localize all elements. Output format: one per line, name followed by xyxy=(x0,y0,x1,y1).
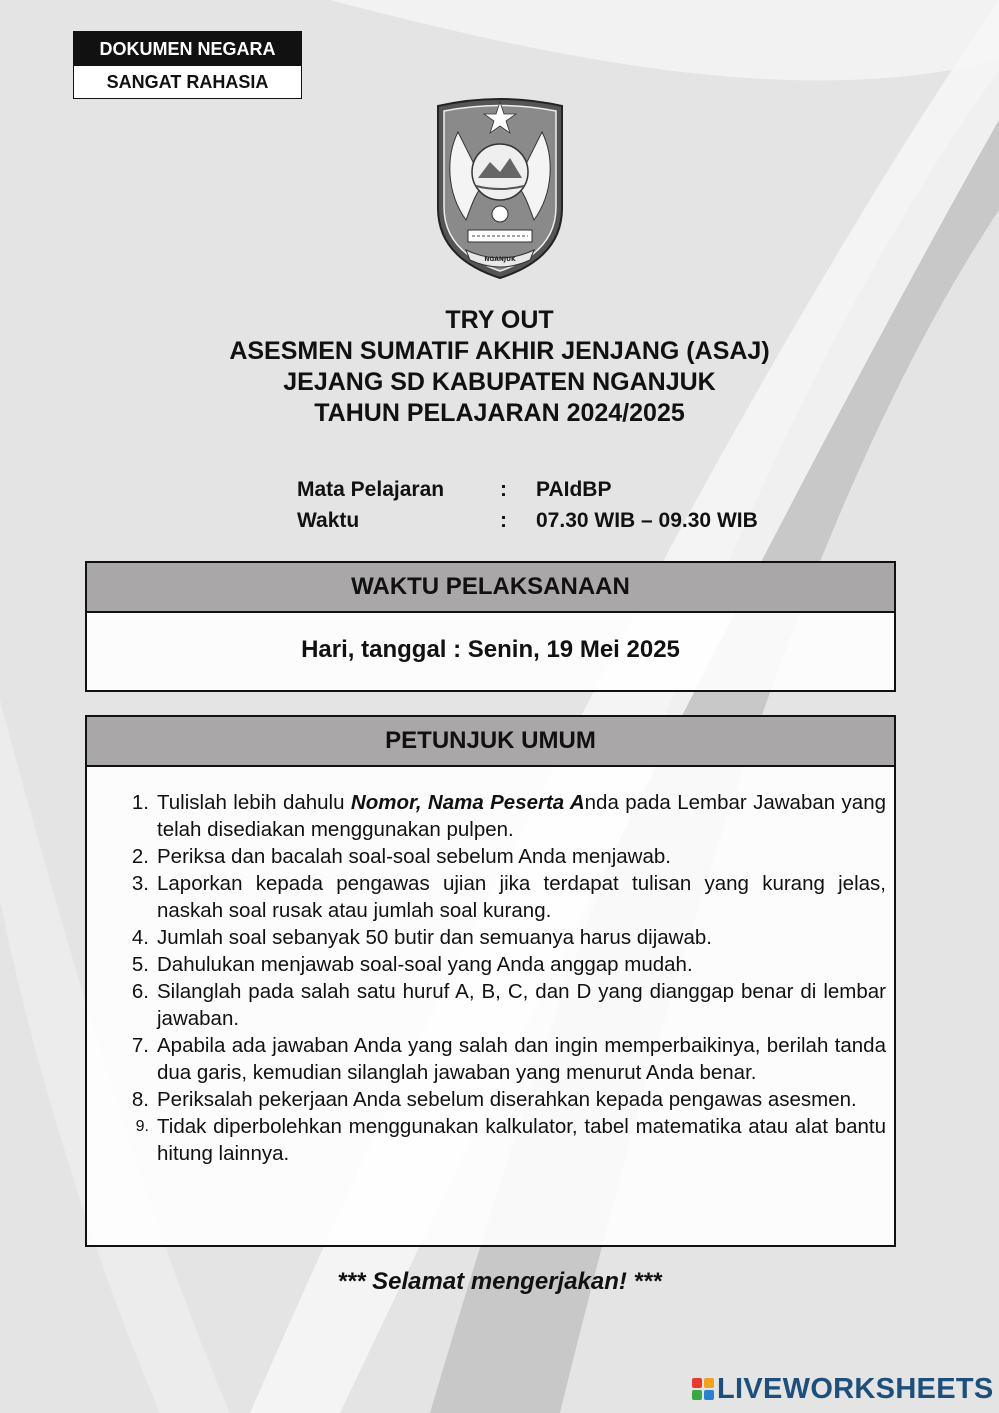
instruction-number: 7. xyxy=(131,1034,149,1057)
instruction-text: Periksalah pekerjaan Anda sebelum diserahkan kepada pengawas asesmen. xyxy=(157,1088,857,1111)
emblem-ribbon-text: NGANJUK xyxy=(484,256,516,263)
title-line-1: TRY OUT xyxy=(445,306,554,334)
closing-message: *** Selamat mengerjakan! *** xyxy=(337,1268,662,1295)
exam-title xyxy=(0,305,999,429)
instruction-number: 4. xyxy=(131,926,149,949)
instruction-item xyxy=(87,789,886,843)
meta-row-time xyxy=(297,505,758,536)
stamp-line-1: DOKUMEN NEGARA xyxy=(74,32,301,66)
instruction-text: Periksa dan bacalah soal-soal sebelum Anda menjawab. xyxy=(157,845,671,868)
time-label: Waktu xyxy=(297,509,360,532)
logo-tile xyxy=(692,1390,702,1400)
title-line-4: TAHUN PELAJARAN 2024/2025 xyxy=(314,399,685,427)
stamp-line-2: SANGAT RAHASIA xyxy=(106,72,269,92)
subject-separator: : xyxy=(500,478,507,501)
instruction-text: Tidak diperbolehkan menggunakan kalkulator, tabel matematika atau alat bantu hitung lainnya. xyxy=(157,1115,886,1165)
instructions-heading: PETUNJUK UMUM xyxy=(87,717,894,767)
instruction-number: 1. xyxy=(131,791,149,814)
instruction-text: Dahulukan menjawab soal-soal yang Anda anggap mudah. xyxy=(157,953,693,976)
liveworksheets-watermark xyxy=(692,1372,994,1406)
instruction-number: 5. xyxy=(131,953,149,976)
instruction-number: 9. xyxy=(135,1118,149,1135)
instruction-text: Laporkan kepada pengawas ujian jika terdapat tulisan yang kurang jelas, naskah soal rusak atau jumlah soal kurang. xyxy=(157,872,886,922)
instruction-item xyxy=(87,924,886,951)
instruction-text: Silanglah pada salah satu huruf A, B, C, dan D yang dianggap benar di lembar jawaban. xyxy=(157,980,886,1030)
liveworksheets-wordmark: LIVEWORKSHEETS xyxy=(717,1372,994,1405)
schedule-box xyxy=(85,561,896,692)
instruction-number: 3. xyxy=(131,872,149,895)
meta-row-subject xyxy=(297,474,758,505)
time-separator: : xyxy=(500,509,507,532)
title-line-3: JEJANG SD KABUPATEN NGANJUK xyxy=(283,368,716,396)
instructions-list xyxy=(87,767,894,1167)
schedule-heading: WAKTU PELAKSANAAN xyxy=(87,563,894,613)
liveworksheets-logo-icon xyxy=(692,1378,714,1400)
logo-tile xyxy=(704,1378,714,1388)
instruction-text: Jumlah soal sebanyak 50 butir dan semuanya harus dijawab. xyxy=(157,926,712,949)
subject-label: Mata Pelajaran xyxy=(297,478,445,501)
instruction-item xyxy=(87,1086,886,1113)
instructions-box xyxy=(85,715,896,1247)
instruction-item xyxy=(87,1113,886,1167)
subject-value: PAIdBP xyxy=(536,478,612,501)
classification-stamp xyxy=(73,31,302,99)
instruction-text-pre: Tulislah lebih dahulu xyxy=(157,791,351,814)
instruction-item xyxy=(87,951,886,978)
logo-tile xyxy=(692,1378,702,1388)
instruction-item xyxy=(87,978,886,1032)
instruction-text-emphasis: Nomor, Nama Peserta A xyxy=(350,791,585,814)
instruction-item xyxy=(87,870,886,924)
logo-tile xyxy=(704,1390,714,1400)
instruction-number: 8. xyxy=(131,1088,149,1111)
exam-meta xyxy=(297,474,758,536)
instruction-item xyxy=(87,843,886,870)
title-line-2: ASESMEN SUMATIF AKHIR JENJANG (ASAJ) xyxy=(229,337,770,365)
nganjuk-emblem-icon xyxy=(432,96,568,280)
instruction-number: 2. xyxy=(131,845,149,868)
instruction-number: 6. xyxy=(131,980,149,1003)
schedule-date: Hari, tanggal : Senin, 19 Mei 2025 xyxy=(301,636,680,663)
instruction-text-post: nda pada Lembar Jawaban yang telah disediakan menggunakan pulpen. xyxy=(157,791,886,841)
instruction-text: Apabila ada jawaban Anda yang salah dan ingin memperbaikinya, berilah tanda dua garis, kemudian silanglah jawaban yang menurut Anda benar. xyxy=(157,1034,886,1084)
instruction-item xyxy=(87,1032,886,1086)
time-value: 07.30 WIB – 09.30 WIB xyxy=(536,509,758,532)
